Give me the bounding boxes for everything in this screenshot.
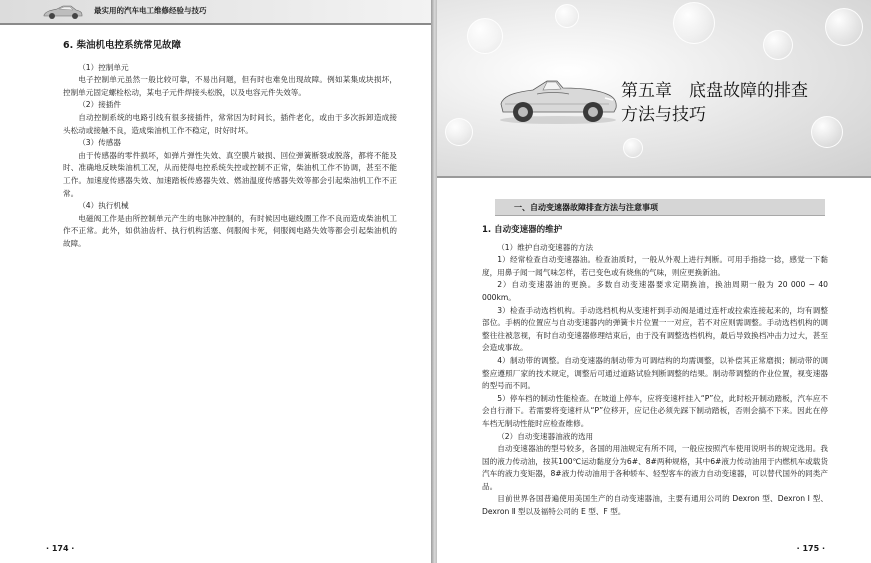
right-page <box>437 0 871 563</box>
convertible-car-illustration <box>497 64 619 126</box>
page-number: · 175 · <box>796 544 825 553</box>
page-number: · 174 · <box>46 544 75 553</box>
header-title: 最实用的汽车电工维修经验与技巧 <box>94 6 207 15</box>
heading-connectors: （2）接插件 <box>78 100 121 110</box>
paragraph: 目前世界各国普遍使用美国生产的自动变速器油，主要有通用公司的 Dexron 型、Dexron Ⅰ 型、Dexron Ⅱ 型以及福特公司的 E 型、F 型。 <box>482 494 828 517</box>
decorative-bubble <box>825 8 863 46</box>
decorative-bubble <box>763 30 793 60</box>
decorative-bubble <box>623 138 643 158</box>
decorative-bubble <box>555 4 579 28</box>
section-title: 6. 柴油机电控系统常见故障 <box>63 40 182 51</box>
paragraph: 5）停车档的制动性能检查。在坡道上停车，应将变速杆挂入“P”位，此时松开制动踏板，汽车应不会自行滑下。若需要将变速杆从“P”位移开，应记住必须先踩下制动踏板，否则会搞不下来。因此在停车档无制动性能时应检查维修。 <box>482 393 828 428</box>
section-heading-bar <box>495 199 825 216</box>
right-page-body <box>482 224 828 519</box>
heading-control-unit: （1）控制单元 <box>78 62 129 72</box>
heading-actuators: （4）执行机械 <box>78 201 129 211</box>
chapter-title-line-2: 方法与技巧 <box>621 105 706 125</box>
paragraph: 由于传感器的零件损坏，如弹片弹性失效、真空膜片破损、回位弹簧断裂或脱落，都将不能及时、准确地反映柴油机工况，从而使得电控系统失控或控制不正常，柴油机工作不协调，甚至不能工作。加速度传感器失效、加速踏板传感器失效、燃油温度传感器失效等都会引起柴油机工作不正常。 <box>63 150 397 198</box>
chapter-title-line-1: 第五章 底盘故障的排查 <box>621 81 808 101</box>
paragraph: 1）经常检查自动变速器油。检查油质时，一般从外观上进行判断。可用手指捻一捻，感觉一下黏度，用鼻子闻一闻气味怎样，若已变色或有烧焦的气味，则应更换新油。 <box>482 255 828 277</box>
paragraph: 4）制动带的调整。自动变速器的制动带为可调结构的均需调整，以补偿其正常磨损；制动带的调整应遵照厂家的技术规定，调整后可通过道路试验判断调整的结果。制动带调整的作业位置，视变速器的型号而不同。 <box>482 355 828 391</box>
decorative-bubble <box>445 118 473 146</box>
header-rule <box>437 176 871 178</box>
heading-fluid-selection: （2）自动变速器油液的选用 <box>497 431 594 441</box>
running-header <box>0 0 431 23</box>
car-thumbnail-icon <box>42 3 84 20</box>
paragraph: 2）自动变速器油的更换。多数自动变速器要求定期换油，换油周期一般为 20 000 ~ 40 000km。 <box>482 280 828 302</box>
subsection-title: 1. 自动变速器的维护 <box>482 225 563 235</box>
decorative-bubble <box>673 2 715 44</box>
heading-sensors: （3）传感器 <box>78 138 121 148</box>
left-page-body <box>63 40 397 251</box>
left-page <box>0 0 431 563</box>
paragraph: 电磁阀工作是由所控制单元产生的电脉冲控制的，有时候因电磁线圈工作不良而造成柴油机工作不正常。此外，如供油齿杆、执行机构活塞、伺服阀卡死，伺服阀电路失效等都会引起柴油机的故障。 <box>63 213 397 248</box>
header-rule <box>0 23 431 25</box>
section-heading: 一、自动变速器故障排查方法与注意事项 <box>514 203 658 212</box>
decorative-bubble <box>811 116 843 148</box>
chapter-header <box>437 0 871 178</box>
paragraph: 自动变速器油的型号较多，各国的用油规定有所不同，一般应按照汽车使用说明书的规定选用。我国的液力传动油，按其100℃运动黏度分为6#、8#两种规格，其中6#液力传动油用于内燃机车或载货汽车的液力变矩器，8#液力传动油用于各种轿车、轻型客车的液力自动变速器，可以替代国外的同类产品。 <box>482 444 828 491</box>
heading-maintenance-method: （1）维护自动变速器的方法 <box>497 242 594 252</box>
paragraph: 3）检查手动选档机构。手动选档机构从变速杆到手动阀是通过连杆或拉索连接起来的，均有调整部位。手柄的位置应与自动变速器内的弹簧卡片位置一一对应，若不对应则需调整。手动选档机构的调整往往被忽视，有时自动变速器修理结束后，由于没有调整选档机构，最后导致换档冲击力过大，甚至会造成事故。 <box>482 305 828 353</box>
paragraph: 自动控制系统的电路引线有很多接插件，常常因为时间长，插件老化，或由于多次拆卸造成接头松动或接触不良，造成柴油机工作不稳定，时好时坏。 <box>63 112 397 135</box>
paragraph: 电子控制单元虽然一般比较可靠，不易出问题，但有时也难免出现故障。例如某集成块损坏，控制单元固定螺栓松动，某电子元件焊接头松脱，以及电容元件失效等。 <box>63 75 397 97</box>
chapter-title <box>621 79 808 127</box>
decorative-bubble <box>467 18 503 54</box>
